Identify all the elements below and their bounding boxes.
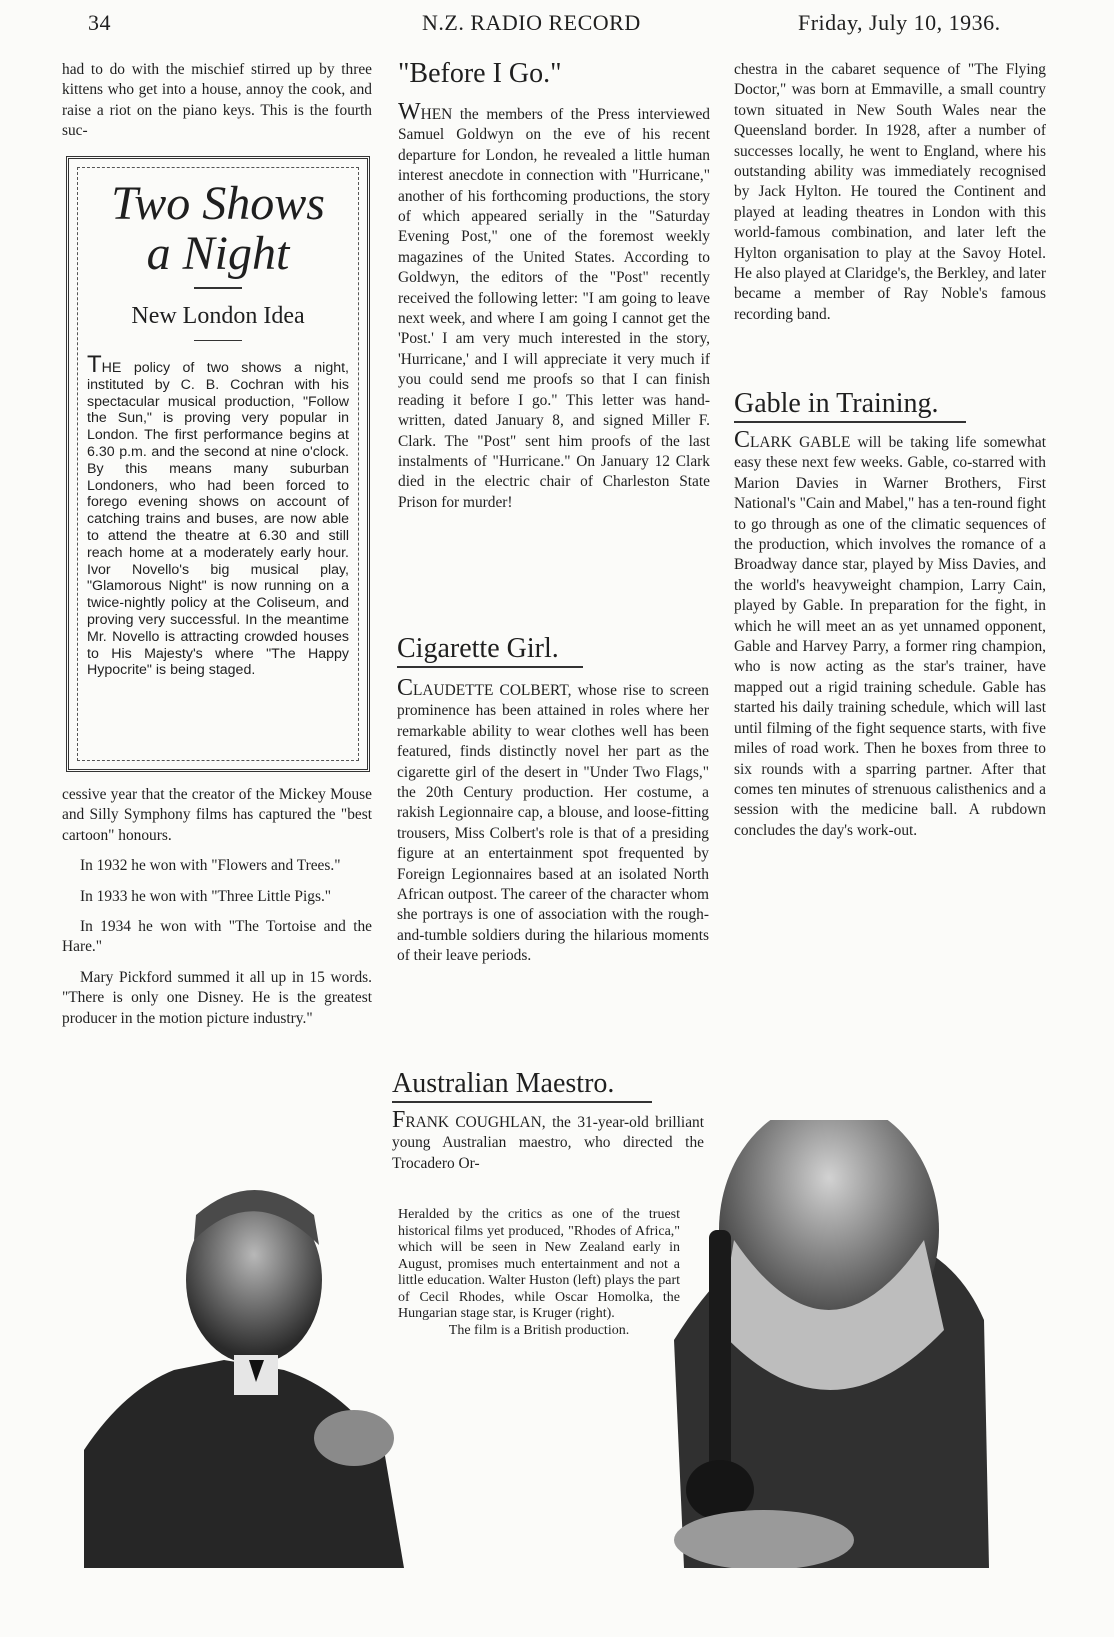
col3-top-text: chestra in the cabaret sequence of "The Flying Doctor," was born at Emmaville, a small country town situated in New South Wales near the Queensland border. In 1928, after a number of successes locally, he went to England, where his outstanding ability was immediately recognised by Jack Hylton. He toured the Continent and played at leading theatres in London with this world-famous combination, and later left the Hylton organisation to play at the Savoy Hotel. He also played at Claridge's, the Berkley, and later became a member of Ray Noble's famous recording band. bbox=[734, 61, 1046, 323]
heading-gable-in-training: Gable in Training. bbox=[734, 388, 939, 419]
issue-date: Friday, July 10, 1936. bbox=[798, 10, 1001, 35]
cigarette-girl-text: LAUDETTE COLBERT, whose rise to screen prominence has been attained in roles where her remarkable ability to wear clothes well has been featured, finds distinctly novel her part as the cigarette girl of the desert in "Under Two Flags," the 20th Century production. Her costume, a rakish Legionnaire cap, a blouse, and loose-fitting trousers, Miss Colbert's role is that of a presiding figure at an entertainment spot frequented by Foreign Legionnaires based at an isolated North African outpost. The career of the character whom she portrays is one of association with the rough-and-tumble soldiers during the hilarious moments of their leave periods. bbox=[397, 682, 709, 965]
box-sub-rule bbox=[194, 340, 242, 341]
photo-caption bbox=[398, 1207, 680, 1339]
maestro-heading-underline bbox=[392, 1101, 652, 1103]
walter-huston-photo bbox=[84, 1190, 404, 1568]
heading-cigarette-girl: Cigarette Girl. bbox=[397, 633, 559, 664]
film-still-photos bbox=[84, 1120, 1064, 1568]
box-content bbox=[87, 179, 349, 679]
gable-text: LARK GABLE will be taking life somewhat easy these next few weeks. Gable, co-starred with Marion Davies in Warner Brothers, First National's "Cain and Mabel," has a ten-round fight to go through as one of the climatic sequences of the production, which involves the romance of a Broadway dance star, played by Miss Davies, and the world's heavyweight champion, Larry Cain, played by Gable. In preparation for the fight, in which he will meet an as yet unnamed opponent, Gable and Harvey Parry, a former ring champion, who is now acting as the star's trainer, have mapped out a rigid training schedule. Gable has started his daily training schedule, which will last until filming of the fight sequence starts, with five miles of road work. Then he boxes from three to six rounds with a sparring partner. After that comes ten minutes of strenuous calisthenics and a session with the medicine ball. A rubdown concludes the day's work-out. bbox=[734, 434, 1046, 839]
col1-continuation-text: cessive year that the creator of the Mickey Mouse and Silly Symphony films has captured the "best cartoon" honours. bbox=[62, 786, 372, 844]
box-title-line1: Two Shows bbox=[111, 177, 325, 230]
two-shows-box bbox=[66, 156, 370, 772]
box-body bbox=[87, 351, 349, 679]
before-dropcap: W bbox=[398, 99, 421, 125]
col1-1933: In 1933 he won with "Three Little Pigs." bbox=[80, 887, 332, 905]
page-number: 34 bbox=[88, 10, 111, 35]
cigarette-girl-body bbox=[397, 675, 709, 967]
before-i-go-text: HEN the members of the Press interviewed Samuel Goldwyn on the eve of his recent departure for London, he revealed a little human interest anecdote in connection with "Hurricane," another of his forthcoming productions, the story of which appeared serially in the "Saturday Evening Post," one of the foremost weekly magazines of the United States. According to Goldwyn, the editors of the "Post" recently received the following letter: "I am going to leave next week, and where I am going I cannot get the 'Post.' I am very much interested in the story, 'Hurricane,' and I will appreciate it very much if you could send me proofs so that I can finish reading it before I go." This letter was hand-written, dated January 8, and signed Miller F. Clark. The "Post" sent him proofs of the last instalments of "Hurricane." On January 12 Clark died in the electric chair of Charleston State Prison for murder! bbox=[398, 106, 710, 511]
maestro-dropcap: F bbox=[392, 1107, 406, 1133]
before-i-go-body bbox=[398, 99, 710, 513]
box-title-line2: a Night bbox=[146, 227, 290, 280]
col1-continuation bbox=[62, 785, 372, 1039]
col1-pickford: Mary Pickford summed it all up in 15 words. "There is only one Disney. He is the greatest producer in the motion picture industry." bbox=[62, 968, 372, 1027]
gable-body bbox=[734, 427, 1046, 841]
heading-before-i-go: "Before I Go." bbox=[398, 58, 562, 89]
col1-1932: In 1932 he won with "Flowers and Trees." bbox=[80, 857, 341, 875]
photo-caption-text: Heralded by the critics as one of the truest historical films yet produced, "Rhodes of Africa," which will be seen in New Zealand early in August, promises much entertainment and not a little education. Walter Huston (left) plays the part of Cecil Rhodes, while Oscar Homolka, the Hungarian stage star, is Kruger (right). bbox=[398, 1207, 680, 1321]
box-title-rule bbox=[194, 287, 242, 289]
col1-top-text: had to do with the mischief stirred up by three kittens who get into a house, annoy the cook, and raise a riot on the piano keys. This is the fourth suc- bbox=[62, 61, 372, 140]
heading-australian-maestro: Australian Maestro. bbox=[392, 1068, 615, 1099]
gable-heading-underline bbox=[734, 421, 966, 423]
box-body-text: HE policy of two shows a night, instituted by C. B. Cochran with his spectacular musical production, "Follow the Sun," is proving very popular in London. The first performance begins at 6.30 p.m. and the second at nine o'clock. By this means many suburban Londoners, who had been forced to forego evening shows on account of catching trains and buses, are now able to attend the theatre at 6.30 and still reach home at a moderately early hour. Ivor Novello's big musical play, "Glamorous Night" is now running on a twice-nightly policy at the Coliseum, and proving very successful. In the meantime Mr. Novello is attracting crowded houses to His Majesty's where "The Happy Hypocrite" is being staged. bbox=[87, 360, 349, 679]
gable-dropcap: C bbox=[734, 427, 751, 453]
australian-maestro-text: RANK COUGHLAN, the 31-year-old brilliant young Australian maestro, who directed the Trocadero Or- bbox=[392, 1114, 704, 1172]
photo-caption-last-line: The film is a British production. bbox=[448, 1322, 630, 1338]
publication-title: N.Z. RADIO RECORD bbox=[422, 10, 641, 35]
box-subtitle: New London Idea bbox=[131, 303, 305, 329]
col1-1934: In 1934 he won with "The Tortoise and the Hare." bbox=[62, 918, 372, 956]
box-dropcap: T bbox=[87, 351, 102, 378]
oscar-homolka-photo bbox=[674, 1120, 989, 1568]
cigarette-dropcap: C bbox=[397, 675, 414, 701]
cigarette-heading-underline bbox=[397, 666, 583, 668]
